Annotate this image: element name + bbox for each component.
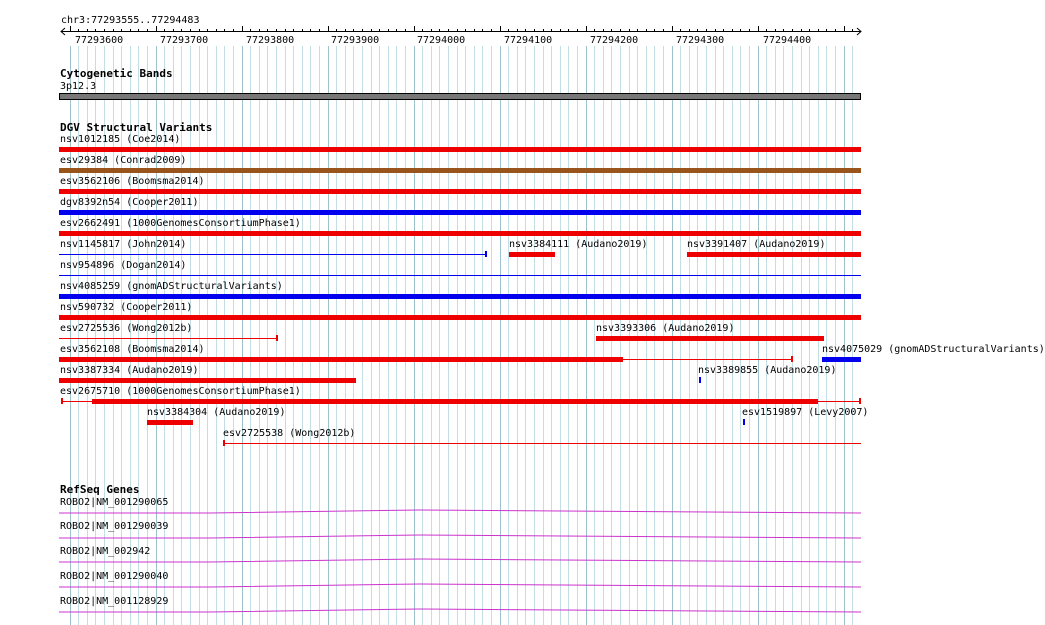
variant-label: nsv3389855 (Audano2019) bbox=[698, 365, 837, 376]
variant-label: nsv3387334 (Audano2019) bbox=[60, 365, 199, 376]
ruler-location: chr3:77293555..77294483 bbox=[61, 15, 200, 26]
ruler-tick-label: 77294100 bbox=[504, 35, 553, 46]
variant-label: esv2725538 (Wong2012b) bbox=[223, 428, 356, 439]
variant-label: nsv3393306 (Audano2019) bbox=[596, 323, 735, 334]
variant-label: nsv954896 (Dogan2014) bbox=[60, 260, 187, 271]
ruler-tick-label: 77293700 bbox=[160, 35, 209, 46]
variant-label: nsv4075029 (gnomADStructuralVariants) bbox=[822, 344, 1045, 355]
gene-label[interactable]: ROBO2|NM_001290039 bbox=[60, 521, 169, 532]
variant-label: nsv590732 (Cooper2011) bbox=[60, 302, 193, 313]
variant-label: nsv3384111 (Audano2019) bbox=[509, 239, 648, 250]
cytoband-track-title: Cytogenetic Bands bbox=[60, 67, 173, 80]
variant-label: nsv4085259 (gnomADStructuralVariants) bbox=[60, 281, 283, 292]
variant-label: nsv3384304 (Audano2019) bbox=[147, 407, 286, 418]
ruler-tick-label: 77293900 bbox=[331, 35, 380, 46]
ruler-tick-label: 77294200 bbox=[590, 35, 639, 46]
ruler-tick-label: 77293600 bbox=[75, 35, 124, 46]
gene-model-line[interactable] bbox=[59, 609, 861, 612]
variant-label: nsv1145817 (John2014) bbox=[60, 239, 187, 250]
variant-label: esv2725536 (Wong2012b) bbox=[60, 323, 193, 334]
ruler-tick-label: 77294400 bbox=[763, 35, 812, 46]
variant-label: nsv3391407 (Audano2019) bbox=[687, 239, 826, 250]
ruler-tick-label: 77293800 bbox=[246, 35, 295, 46]
gene-label[interactable]: ROBO2|NM_001128929 bbox=[60, 596, 169, 607]
gene-label[interactable]: ROBO2|NM_001290065 bbox=[60, 497, 169, 508]
gene-label[interactable]: ROBO2|NM_001290040 bbox=[60, 571, 169, 582]
variant-label: esv1519897 (Levy2007) bbox=[742, 407, 869, 418]
variant-label: esv2662491 (1000GenomesConsortiumPhase1) bbox=[60, 218, 301, 229]
variant-label: nsv1012185 (Coe2014) bbox=[60, 134, 181, 145]
gene-model-line[interactable] bbox=[59, 584, 861, 587]
variant-label: dgv8392n54 (Cooper2011) bbox=[60, 197, 199, 208]
variant-label: esv3562108 (Boomsma2014) bbox=[60, 344, 205, 355]
dgv-track-title: DGV Structural Variants bbox=[60, 121, 213, 134]
gene-model-line[interactable] bbox=[59, 535, 861, 538]
variant-label: esv3562106 (Boomsma2014) bbox=[60, 176, 205, 187]
ruler-tick-label: 77294300 bbox=[676, 35, 725, 46]
gene-label[interactable]: ROBO2|NM_002942 bbox=[60, 546, 151, 557]
gene-model-line[interactable] bbox=[59, 559, 861, 562]
ruler-tick-label: 77294000 bbox=[417, 35, 466, 46]
refseq-track-title: RefSeq Genes bbox=[60, 483, 140, 496]
variant-label: esv29384 (Conrad2009) bbox=[60, 155, 187, 166]
variant-label: esv2675710 (1000GenomesConsortiumPhase1) bbox=[60, 386, 301, 397]
gene-model-line[interactable] bbox=[59, 510, 861, 513]
cytoband-label: 3p12.3 bbox=[60, 81, 97, 92]
